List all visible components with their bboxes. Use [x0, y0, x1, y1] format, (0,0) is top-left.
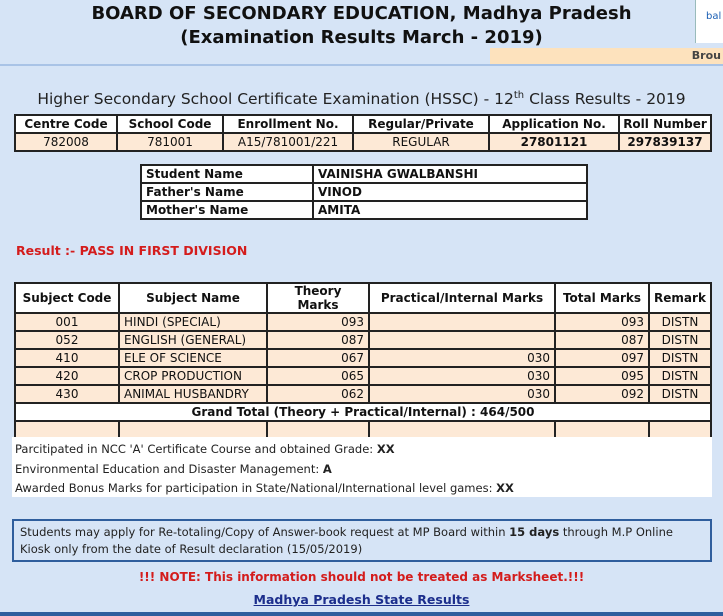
total-marks: 092 — [555, 385, 649, 403]
total-marks: 095 — [555, 367, 649, 385]
centre-code: 782008 — [15, 133, 117, 151]
exam-title-sup: th — [513, 90, 525, 101]
subject-code: 420 — [15, 367, 119, 385]
header-remark: Remark — [649, 283, 711, 313]
bonus-value: XX — [496, 481, 514, 495]
student-name-row — [141, 165, 587, 183]
bonus-line — [15, 479, 709, 499]
marksheet-note: !!! NOTE: This information should not be treated as Marksheet.!!! — [138, 570, 585, 584]
ncc-label: Parcitipated in NCC 'A' Certificate Course and obtained Grade: — [15, 442, 377, 456]
total-marks: 093 — [555, 313, 649, 331]
remark: DISTN — [649, 313, 711, 331]
subject-code: 430 — [15, 385, 119, 403]
subject-name: ELE OF SCIENCE — [119, 349, 267, 367]
subject-code: 410 — [15, 349, 119, 367]
notice-part2: through M.P Online Kiosk only from the date of Result declaration (15/05/2019) — [20, 525, 673, 556]
theory-marks: 067 — [267, 349, 369, 367]
remark: DISTN — [649, 367, 711, 385]
header-enrollment-no: Enrollment No. — [223, 115, 353, 133]
header-school-code: School Code — [117, 115, 223, 133]
bottom-divider — [0, 612, 723, 616]
grand-total: Grand Total (Theory + Practical/Internal) : 464/500 — [15, 403, 711, 421]
subject-name: HINDI (SPECIAL) — [119, 313, 267, 331]
total-marks: 097 — [555, 349, 649, 367]
remark: DISTN — [649, 349, 711, 367]
theory-marks: 065 — [267, 367, 369, 385]
header-application-no: Application No. — [489, 115, 619, 133]
bonus-label: Awarded Bonus Marks for participation in State/National/International level games: — [15, 481, 497, 495]
mother-name-value: AMITA — [313, 201, 587, 219]
remark: DISTN — [649, 385, 711, 403]
exam-title — [0, 90, 723, 108]
subject-code: 001 — [15, 313, 119, 331]
father-name-label: Father's Name — [141, 183, 313, 201]
practical-marks: 030 — [369, 385, 555, 403]
student-name-value: VAINISHA GWALBANSHI — [313, 165, 587, 183]
practical-marks: 030 — [369, 349, 555, 367]
table-row — [15, 385, 711, 403]
student-name-label: Student Name — [141, 165, 313, 183]
practical-marks: 030 — [369, 367, 555, 385]
exam-title-suffix: Class Results - 2019 — [524, 90, 686, 109]
father-name-value: VINOD — [313, 183, 587, 201]
header-centre-code: Centre Code — [15, 115, 117, 133]
subject-name: CROP PRODUCTION — [119, 367, 267, 385]
env-line — [15, 460, 709, 480]
table-row — [15, 313, 711, 331]
additional-info — [12, 437, 712, 497]
theory-marks: 087 — [267, 331, 369, 349]
subject-name: ANIMAL HUSBANDRY — [119, 385, 267, 403]
table-row — [15, 349, 711, 367]
board-title-line2: (Examination Results March - 2019) — [180, 27, 543, 48]
mother-name-row — [141, 201, 587, 219]
header-practical-marks: Practical/Internal Marks — [369, 283, 555, 313]
practical-marks — [369, 331, 555, 349]
enrollment-no: A15/781001/221 — [223, 133, 353, 151]
table-row — [15, 331, 711, 349]
board-title — [0, 2, 723, 50]
theory-marks: 062 — [267, 385, 369, 403]
regular-private: REGULAR — [353, 133, 489, 151]
header-subject-name: Subject Name — [119, 283, 267, 313]
banner-divider — [0, 64, 723, 66]
total-marks: 087 — [555, 331, 649, 349]
subject-name: ENGLISH (GENERAL) — [119, 331, 267, 349]
table-row — [15, 367, 711, 385]
header-roll-number: Roll Number — [619, 115, 711, 133]
info-header-row — [15, 115, 711, 133]
env-label: Environmental Education and Disaster Management: — [15, 461, 323, 476]
result-status: Result :- PASS IN FIRST DIVISION — [16, 243, 248, 258]
board-title-line1: BOARD OF SECONDARY EDUCATION, Madhya Pradesh — [91, 3, 632, 24]
roll-number: 297839137 — [619, 133, 711, 151]
subject-code: 052 — [15, 331, 119, 349]
student-names-table — [140, 164, 588, 220]
practical-marks — [369, 313, 555, 331]
ncc-grade: XX — [376, 442, 395, 456]
side-button[interactable]: bal — [695, 0, 723, 43]
notice-days: 15 days — [509, 525, 560, 539]
application-no: 27801121 — [489, 133, 619, 151]
remark: DISTN — [649, 331, 711, 349]
header-regular-private: Regular/Private — [353, 115, 489, 133]
marks-header-row — [15, 283, 711, 313]
state-results-link[interactable]: Madhya Pradesh State Results — [253, 592, 470, 607]
header-total-marks: Total Marks — [555, 283, 649, 313]
header-subject-code: Subject Code — [15, 283, 119, 313]
retotaling-notice — [12, 519, 712, 562]
school-code: 781001 — [117, 133, 223, 151]
env-grade: A — [322, 461, 332, 476]
notice-part1: Students may apply for Re-totaling/Copy of Answer-book request at MP Board within — [20, 525, 510, 539]
side-strip[interactable]: Brou — [490, 48, 723, 64]
exam-title-prefix: Higher Secondary School Certificate Examination (HSSC) - 12 — [37, 90, 514, 109]
marks-table — [14, 282, 712, 440]
ncc-line — [15, 440, 709, 460]
mother-name-label: Mother's Name — [141, 201, 313, 219]
page-banner — [0, 0, 723, 64]
info-value-row — [15, 133, 711, 151]
father-name-row — [141, 183, 587, 201]
theory-marks: 093 — [267, 313, 369, 331]
candidate-info-table — [14, 114, 712, 152]
header-theory-marks: Theory Marks — [267, 283, 369, 313]
grand-total-row — [15, 403, 711, 421]
